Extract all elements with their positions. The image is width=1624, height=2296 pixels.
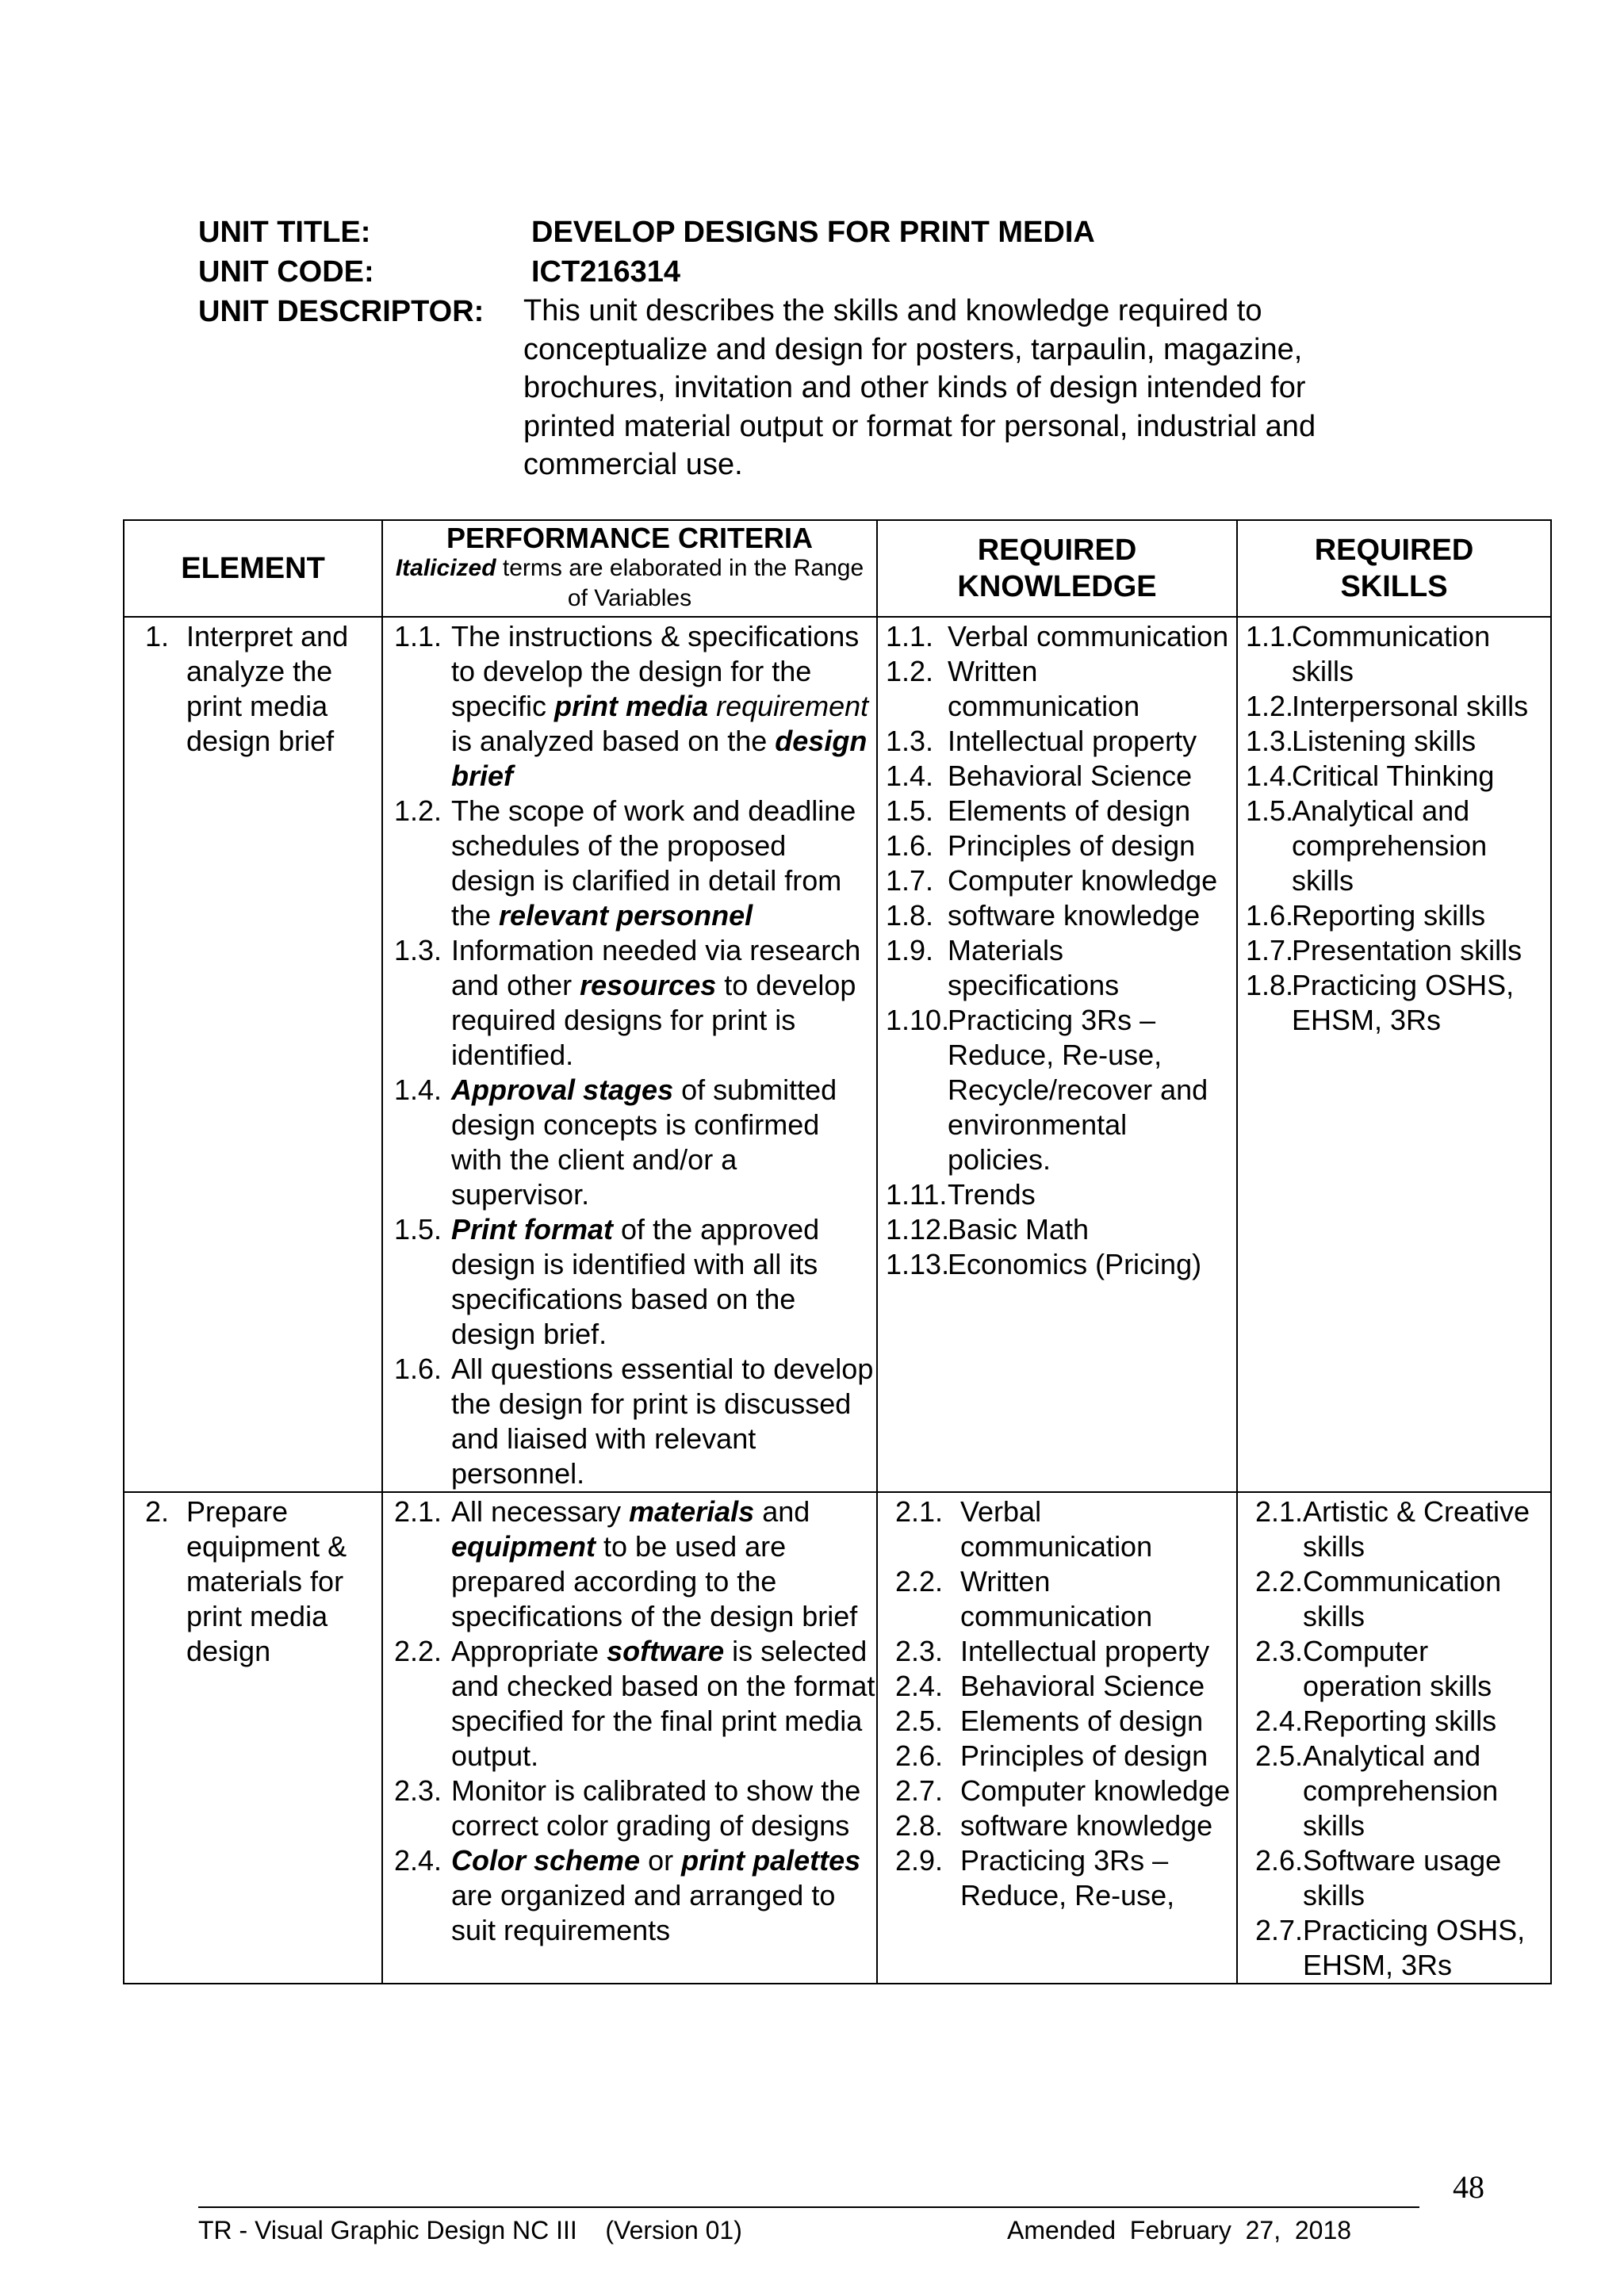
item-text: Reporting skills bbox=[1292, 899, 1486, 932]
list-item bbox=[878, 794, 1236, 828]
item-number: 1.4. bbox=[1246, 760, 1294, 792]
item-text: Software usage skills bbox=[1303, 1844, 1502, 1911]
performance-criteria-cell bbox=[382, 617, 877, 1492]
item-text: Verbal communication bbox=[948, 620, 1229, 652]
list-item bbox=[878, 863, 1236, 898]
item-text: Practicing 3Rs – Reduce, Re-use, bbox=[960, 1844, 1175, 1911]
performance-criteria-title: PERFORMANCE CRITERIA bbox=[446, 522, 813, 554]
item-text: Written communication bbox=[948, 655, 1140, 722]
criteria-item: 2.4. Color scheme or print palettes are organized and arranged to suit requirements bbox=[394, 1844, 861, 1946]
item-number: 1.8. bbox=[886, 899, 934, 932]
unit-code: ICT216314 bbox=[531, 255, 681, 289]
list-item bbox=[878, 898, 1236, 933]
table-row bbox=[124, 617, 1551, 1492]
item-text: Elements of design bbox=[960, 1705, 1204, 1737]
item-text: Practicing OSHS, EHSM, 3Rs bbox=[1303, 1914, 1526, 1981]
performance-criteria-note bbox=[383, 553, 876, 614]
item-number: 2.2. bbox=[1255, 1565, 1304, 1598]
element-item: 2. Prepare equipment & materials for print media design bbox=[145, 1495, 347, 1667]
list-item bbox=[1238, 724, 1550, 759]
list-item bbox=[878, 1177, 1236, 1212]
element-cell bbox=[124, 1492, 382, 1984]
item-text: Practicing OSHS, EHSM, 3Rs bbox=[1292, 969, 1515, 1036]
unit-header bbox=[198, 212, 1435, 484]
skills-list bbox=[1238, 619, 1550, 1038]
item-number: 1.6. bbox=[1246, 899, 1294, 932]
item-number: 1.3. bbox=[1246, 725, 1294, 757]
page-number: 48 bbox=[1453, 2169, 1484, 2205]
unit-descriptor: This unit describes the skills and knowledge required to conceptualize and design for posters, tarpaulin, magazine, brochures, invitation and other kinds of design intended for printed material output or format for personal, industrial and commercial use. bbox=[523, 294, 1316, 481]
unit-title-label: UNIT TITLE: bbox=[198, 216, 371, 249]
table-row bbox=[124, 1492, 1551, 1984]
item-text: Presentation skills bbox=[1292, 934, 1522, 966]
item-number: 2.1. bbox=[1255, 1495, 1304, 1528]
skills-list bbox=[1238, 1494, 1550, 1983]
item-text: Computer operation skills bbox=[1303, 1635, 1492, 1702]
item-number: 1.7. bbox=[886, 864, 934, 897]
item-number: 1.13. bbox=[886, 1248, 950, 1280]
table-header-row bbox=[124, 520, 1551, 617]
unit-descriptor-row bbox=[198, 292, 1435, 484]
header-element: ELEMENT bbox=[124, 520, 382, 617]
item-number: 2.4. bbox=[895, 1670, 944, 1702]
item-text: Interpersonal skills bbox=[1292, 690, 1529, 722]
list-item bbox=[878, 1212, 1236, 1247]
item-number: 1.11. bbox=[886, 1178, 948, 1211]
header-required-skills: REQUIRED SKILLS bbox=[1237, 520, 1551, 617]
knowledge-list bbox=[878, 619, 1236, 1282]
footer-rule bbox=[198, 2206, 1419, 2208]
item-text: Verbal communication bbox=[960, 1495, 1153, 1563]
criteria-item: 1.2. The scope of work and deadline schedules of the proposed design is clarified in detail from the relevant personnel bbox=[394, 794, 856, 932]
item-text: Listening skills bbox=[1292, 725, 1477, 757]
list-item bbox=[878, 1774, 1236, 1808]
italicized-word: Italicized bbox=[395, 555, 496, 581]
list-item bbox=[1238, 1494, 1550, 1564]
item-number: 1.8. bbox=[1246, 969, 1294, 1001]
item-number: 1.1. bbox=[1246, 620, 1294, 652]
list-item bbox=[878, 1704, 1236, 1739]
list-item bbox=[878, 1634, 1236, 1669]
list-item bbox=[878, 1494, 1236, 1564]
unit-code-label: UNIT CODE: bbox=[198, 255, 374, 289]
item-text: Communication skills bbox=[1303, 1565, 1502, 1632]
item-number: 1.5. bbox=[886, 794, 934, 827]
item-text: Computer knowledge bbox=[948, 864, 1218, 897]
knowledge-cell bbox=[877, 617, 1237, 1492]
unit-title-row bbox=[198, 212, 1435, 252]
item-text: Practicing 3Rs – Reduce, Re-use, Recycle/recover and environmental policies. bbox=[948, 1004, 1208, 1176]
unit-descriptor-label: UNIT DESCRIPTOR: bbox=[198, 295, 485, 328]
item-text: Behavioral Science bbox=[960, 1670, 1205, 1702]
list-item bbox=[878, 654, 1236, 724]
criteria-item: 2.2. Appropriate software is selected and checked based on the format specified for the final print media output. bbox=[394, 1635, 875, 1772]
item-text: software knowledge bbox=[948, 899, 1201, 932]
item-number: 1.3. bbox=[886, 725, 934, 757]
item-text: Intellectual property bbox=[960, 1635, 1210, 1667]
header-performance-criteria bbox=[382, 520, 877, 617]
list-item bbox=[1238, 1564, 1550, 1634]
list-item bbox=[878, 1843, 1236, 1913]
item-text: software knowledge bbox=[960, 1809, 1213, 1842]
criteria-item: 1.3. Information needed via research and other resources to develop required designs for print is identified. bbox=[394, 934, 861, 1071]
list-item bbox=[878, 1808, 1236, 1843]
performance-criteria-cell bbox=[382, 1492, 877, 1984]
knowledge-list bbox=[878, 1494, 1236, 1913]
header-required-knowledge: REQUIRED KNOWLEDGE bbox=[877, 520, 1237, 617]
item-number: 1.7. bbox=[1246, 934, 1294, 966]
item-number: 2.7. bbox=[1255, 1914, 1304, 1946]
list-item bbox=[1238, 1634, 1550, 1704]
item-text: Principles of design bbox=[948, 829, 1196, 862]
item-number: 2.8. bbox=[895, 1809, 944, 1842]
criteria-item: 1.6. All questions essential to develop the design for print is discussed and liaised with relevant personnel. bbox=[394, 1353, 874, 1490]
item-text: Artistic & Creative skills bbox=[1303, 1495, 1530, 1563]
list-item bbox=[878, 724, 1236, 759]
item-number: 2.3. bbox=[1255, 1635, 1304, 1667]
criteria-item: 1.1. The instructions & specifications to develop the design for the specific print media requirement is analyzed based on the design brief bbox=[394, 620, 869, 792]
item-number: 2.5. bbox=[895, 1705, 944, 1737]
list-item bbox=[1238, 759, 1550, 794]
item-number: 1.4. bbox=[886, 760, 934, 792]
list-item bbox=[878, 759, 1236, 794]
item-number: 2.3. bbox=[895, 1635, 944, 1667]
item-text: Written communication bbox=[960, 1565, 1153, 1632]
list-item bbox=[878, 1564, 1236, 1634]
criteria-item: 2.3. Monitor is calibrated to show the correct color grading of designs bbox=[394, 1774, 861, 1842]
list-item bbox=[878, 828, 1236, 863]
list-item bbox=[878, 933, 1236, 1003]
list-item bbox=[1238, 1913, 1550, 1983]
list-item bbox=[1238, 794, 1550, 898]
list-item bbox=[878, 1003, 1236, 1177]
item-number: 1.2. bbox=[1246, 690, 1294, 722]
item-number: 1.2. bbox=[886, 655, 934, 687]
criteria-item: 1.4. Approval stages of submitted design concepts is confirmed with the client and/or a supervisor. bbox=[394, 1073, 837, 1211]
unit-code-row bbox=[198, 252, 1435, 292]
list-item bbox=[878, 1669, 1236, 1704]
item-text: Materials specifications bbox=[948, 934, 1120, 1001]
list-item bbox=[1238, 898, 1550, 933]
element-item: 1. Interpret and analyze the print media design brief bbox=[145, 620, 349, 757]
list-item bbox=[1238, 1704, 1550, 1739]
criteria-item: 2.1. All necessary materials and equipment to be used are prepared according to the specifications of the design brief bbox=[394, 1495, 858, 1632]
item-text: Critical Thinking bbox=[1292, 760, 1495, 792]
list-item bbox=[1238, 689, 1550, 724]
item-number: 2.9. bbox=[895, 1844, 944, 1877]
item-number: 2.5. bbox=[1255, 1739, 1304, 1772]
list-item bbox=[1238, 1739, 1550, 1843]
item-number: 2.4. bbox=[1255, 1705, 1304, 1737]
list-item bbox=[1238, 933, 1550, 968]
list-item bbox=[878, 1739, 1236, 1774]
item-number: 2.6. bbox=[1255, 1844, 1304, 1877]
item-number: 2.1. bbox=[895, 1495, 944, 1528]
item-number: 2.7. bbox=[895, 1774, 944, 1807]
item-text: Economics (Pricing) bbox=[948, 1248, 1202, 1280]
item-text: Principles of design bbox=[960, 1739, 1208, 1772]
item-number: 1.12. bbox=[886, 1213, 950, 1246]
list-item bbox=[1238, 1843, 1550, 1913]
note-rest: terms are elaborated in the Range of Variables bbox=[496, 555, 864, 611]
item-number: 1.1. bbox=[886, 620, 934, 652]
item-text: Analytical and comprehension skills bbox=[1292, 794, 1488, 897]
item-number: 1.9. bbox=[886, 934, 934, 966]
skills-cell bbox=[1237, 617, 1551, 1492]
unit-title: DEVELOP DESIGNS FOR PRINT MEDIA bbox=[531, 216, 1095, 249]
item-number: 1.5. bbox=[1246, 794, 1294, 827]
list-item bbox=[878, 619, 1236, 654]
list-item bbox=[1238, 619, 1550, 689]
item-text: Intellectual property bbox=[948, 725, 1197, 757]
knowledge-cell bbox=[877, 1492, 1237, 1984]
footer-document-title: TR - Visual Graphic Design NC III (Version 01) bbox=[198, 2216, 742, 2244]
item-number: 2.2. bbox=[895, 1565, 944, 1598]
criteria-item: 1.5. Print format of the approved design is identified with all its specifications based on the design brief. bbox=[394, 1213, 820, 1350]
item-text: Elements of design bbox=[948, 794, 1191, 827]
element-cell bbox=[124, 617, 382, 1492]
item-text: Communication skills bbox=[1292, 620, 1491, 687]
item-text: Basic Math bbox=[948, 1213, 1090, 1246]
list-item bbox=[878, 1247, 1236, 1282]
skills-cell bbox=[1237, 1492, 1551, 1984]
item-number: 2.6. bbox=[895, 1739, 944, 1772]
footer-amended-date: Amended February 27, 2018 bbox=[1007, 2216, 1352, 2244]
item-number: 1.6. bbox=[886, 829, 934, 862]
item-text: Behavioral Science bbox=[948, 760, 1193, 792]
list-item bbox=[1238, 968, 1550, 1038]
item-text: Computer knowledge bbox=[960, 1774, 1231, 1807]
item-number: 1.10. bbox=[886, 1004, 950, 1036]
item-text: Analytical and comprehension skills bbox=[1303, 1739, 1499, 1842]
item-text: Reporting skills bbox=[1303, 1705, 1497, 1737]
competency-table bbox=[123, 519, 1552, 1984]
item-text: Trends bbox=[948, 1178, 1036, 1211]
